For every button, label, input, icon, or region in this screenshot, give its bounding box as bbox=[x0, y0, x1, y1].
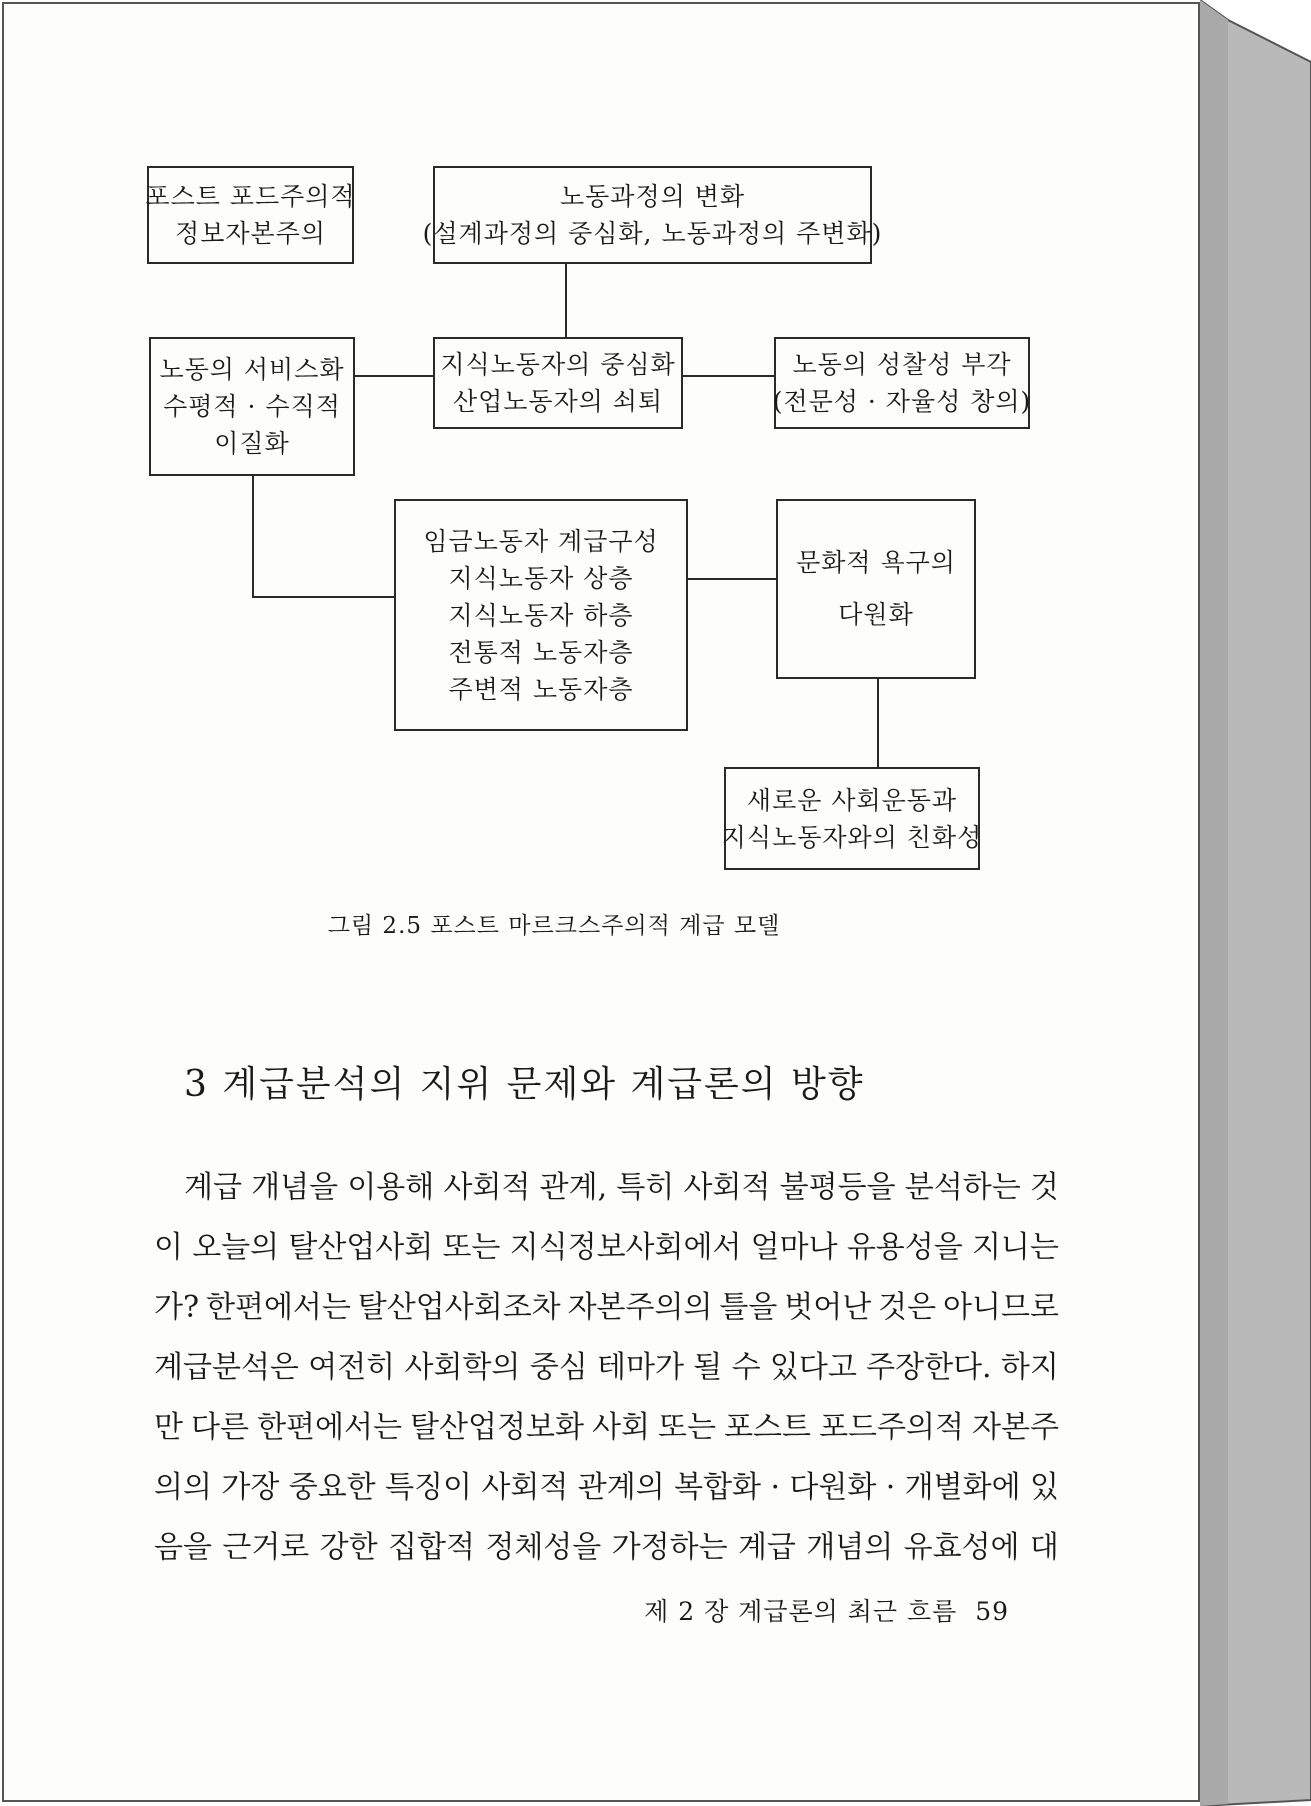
box-text-line: 이질화 bbox=[214, 429, 290, 458]
box-text-line: 정보자본주의 bbox=[175, 219, 326, 248]
paragraph-line: 이 오늘의 탈산업사회 또는 지식정보사회에서 얼마나 유용성을 지니는 bbox=[154, 1230, 1059, 1265]
box-text-line: 임금노동자 계급구성 bbox=[423, 526, 659, 556]
page-number: 59 bbox=[975, 1597, 1009, 1626]
running-title: 제 2 장 계급론의 최근 흐름 bbox=[644, 1597, 958, 1626]
box-text-line: 수평적 · 수직적 bbox=[163, 392, 341, 421]
box-text-line: 지식노동자와의 친화성 bbox=[721, 822, 983, 852]
box-labor-process bbox=[422, 166, 883, 264]
box-cultural-needs bbox=[776, 499, 976, 679]
box-text-line: 지식노동자 상층 bbox=[448, 563, 634, 593]
box-reflexivity bbox=[774, 337, 1030, 429]
connector-line bbox=[252, 474, 254, 598]
running-footer bbox=[154, 1592, 1009, 1628]
figure-caption: 그림 2.5 포스트 마르크스주의적 계급 모델 bbox=[327, 913, 781, 939]
paragraph-line: 가? 한편에서는 탈산업사회조차 자본주의의 틀을 벗어난 것은 아니므로 bbox=[154, 1290, 1059, 1325]
paragraph-line: 음을 근거로 강한 집합적 정체성을 가정하는 계급 개념의 유효성에 대 bbox=[154, 1530, 1059, 1565]
box-text-line: 산업노동자의 쇠퇴 bbox=[452, 387, 664, 416]
box-text-line: 지식노동자의 중심화 bbox=[440, 350, 676, 379]
box-text-line: 전통적 노동자층 bbox=[448, 637, 634, 667]
paragraph-line: 계급 개념을 이용해 사회적 관계, 특히 사회적 불평등을 분석하는 것 bbox=[184, 1170, 1059, 1205]
box-text-line: 노동과정의 변화 bbox=[560, 182, 745, 211]
connector-line bbox=[686, 578, 778, 580]
box-class-structure bbox=[394, 499, 688, 731]
box-text-line: 문화적 욕구의 bbox=[796, 548, 956, 577]
box-post-ford bbox=[147, 166, 354, 264]
box-text-line: 새로운 사회운동과 bbox=[746, 785, 958, 815]
body-paragraph bbox=[154, 1158, 1059, 1578]
box-text-line: 노동의 성찰성 부각 bbox=[792, 350, 1012, 379]
box-text-line: 지식노동자 하층 bbox=[448, 600, 634, 630]
box-social-movement bbox=[721, 767, 983, 870]
book-edge bbox=[1200, 0, 1311, 1806]
connector-line bbox=[353, 375, 435, 377]
connector-line bbox=[877, 677, 879, 769]
paragraph-line: 계급분석은 여전히 사회학의 중심 테마가 될 수 있다고 주장한다. 하지 bbox=[154, 1350, 1059, 1385]
connector-line bbox=[681, 375, 776, 377]
box-text-line: 노동의 서비스화 bbox=[159, 355, 345, 384]
paragraph-line: 의의 가장 중요한 특징이 사회적 관계의 복합화 · 다원화 · 개별화에 있 bbox=[154, 1470, 1059, 1505]
box-text-line: (설계과정의 중심화, 노동과정의 주변화) bbox=[422, 219, 883, 248]
box-knowledge-worker bbox=[433, 337, 683, 429]
box-servicization bbox=[149, 337, 355, 476]
book-page bbox=[2, 2, 1200, 1802]
box-text-line: 포스트 포드주의적 bbox=[145, 182, 356, 211]
connector-line bbox=[252, 596, 396, 598]
box-text-line: 다원화 bbox=[838, 600, 914, 629]
box-text-line: 주변적 노동자층 bbox=[448, 674, 634, 704]
connector-line bbox=[565, 262, 567, 339]
paragraph-line: 만 다른 한편에서는 탈산업정보화 사회 또는 포스트 포드주의적 자본주 bbox=[154, 1410, 1059, 1445]
section-heading: 3 계급분석의 지위 문제와 계급론의 방향 bbox=[184, 1064, 865, 1105]
box-text-line: (전문성 · 자율성 창의) bbox=[772, 387, 1032, 416]
